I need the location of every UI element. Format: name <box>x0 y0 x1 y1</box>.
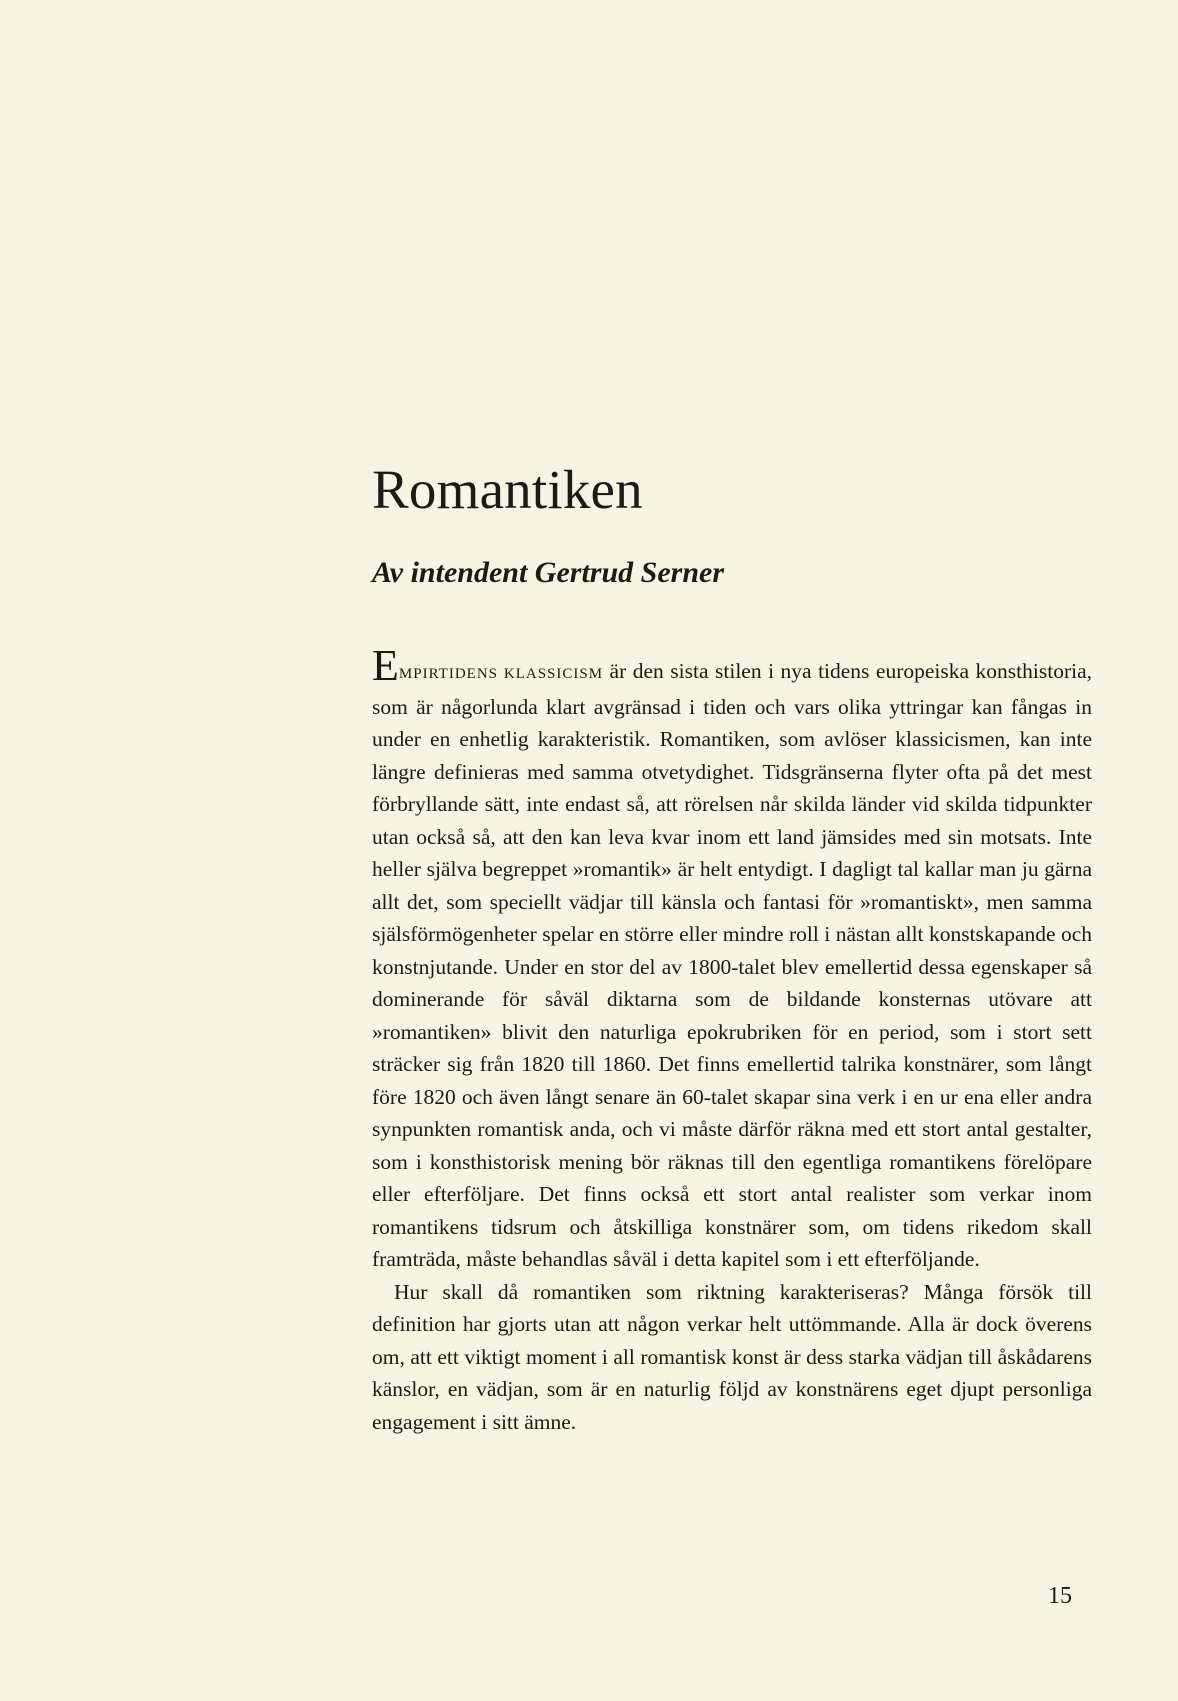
chapter-body <box>372 641 1092 1438</box>
paragraph-1-text: är den sista stilen i nya tidens europeiska konsthistoria, som är någorlunda klart avgränsad i tiden och vars olika yttringar kan fångas in under en enhetlig karakteristik. Romantiken, som avlöser klassicismen, kan inte längre definieras med samma otvetydighet. Tidsgränserna flyter ofta på det mest förbryllande sätt, inte endast så, att rörelsen når skilda länder vid skilda tidpunkter utan också så, att den kan leva kvar inom ett land jämsides med sin motsats. Inte heller själva begreppet »romantik» är helt entydigt. I dagligt tal kallar man ju gärna allt det, som speciellt vädjar till känsla och fantasi för »romantiskt», men samma själsförmögenheter spelar en större eller mindre roll i nästan allt konstskapande och konstnjutande. Under en stor del av 1800-talet blev emellertid dessa egenskaper så dominerande för såväl diktarna som de bildande konsternas utövare att »romantiken» blivit den naturliga epokrubriken för en period, som i stort sett sträcker sig från 1820 till 1860. Det finns emellertid talrika konstnärer, som långt före 1820 och även långt senare än 60-talet skapar sina verk i en ur ena eller andra synpunkten romantisk anda, och vi måste därför räkna med ett stort antal gestalter, som i konsthistorisk mening bör räknas till den egentliga romantikens förelöpare eller efterföljare. Det finns också ett stort antal realister som verkar inom romantikens tidsrum och åtskilliga konstnärer som, om tidens rikedom skall framträda, måste behandlas såväl i detta kapitel som i ett efterföljande. <box>372 659 1092 1271</box>
small-caps-lead: MPIRTIDENS KLASSICISM <box>398 666 604 682</box>
paragraph-1 <box>372 641 1092 1276</box>
paragraph-2: Hur skall då romantiken som riktning karakteriseras? Många försök till definition har gjorts utan att någon verkar helt uttömmande. Alla är dock överens om, att ett viktigt moment i all romantisk konst är dess starka vädjan till åskådarens känslor, en vädjan, som är en naturlig följd av konstnärens eget djupt personliga engagement i sitt ämne. <box>372 1279 1092 1434</box>
author-byline: Av intendent Gertrud Serner <box>372 556 724 589</box>
page-number: 15 <box>1048 1583 1072 1609</box>
chapter-title: Romantiken <box>372 459 643 520</box>
drop-cap: E <box>372 641 399 690</box>
